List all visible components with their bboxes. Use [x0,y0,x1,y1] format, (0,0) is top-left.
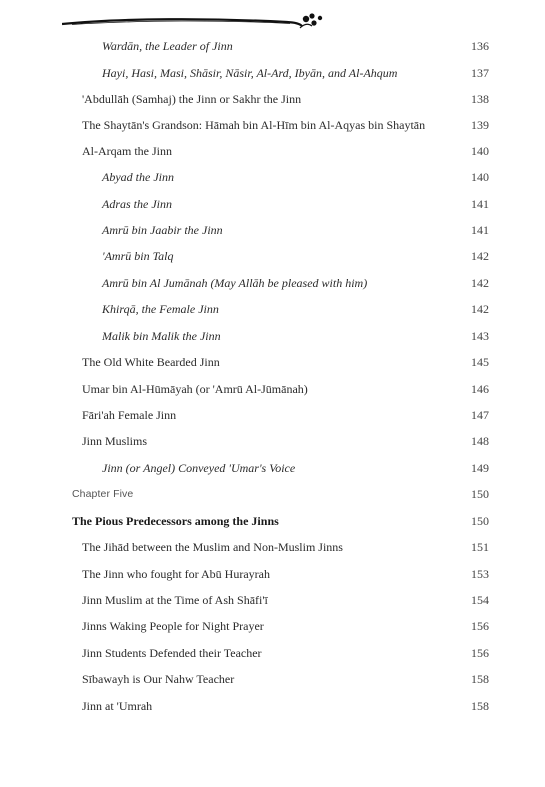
toc-entry[interactable] [0,141,545,161]
entry-title: Abyad the Jinn [102,170,174,184]
entry-title: 'Amrū bin Talq [102,249,174,263]
toc-entry[interactable] [0,379,545,399]
toc-entry[interactable] [0,537,545,557]
toc-entry[interactable] [0,246,545,266]
entry-title: Adras the Jinn [102,197,172,211]
entry-page-number: 156 [471,646,489,660]
section-title: The Pious Predecessors among the Jinns [72,514,279,528]
toc-entry[interactable] [0,458,545,478]
entry-page-number: 154 [471,593,489,607]
entry-page-number: 139 [471,118,489,132]
entry-page-number: 146 [471,382,489,396]
entry-page-number: 158 [471,699,489,713]
entry-title: Amrū bin Al Jumānah (May Allāh be pleased with him) [102,276,368,290]
entry-title: Jinns Waking People for Night Prayer [82,619,264,633]
entry-title: Wardān, the Leader of Jinn [102,39,233,53]
entry-page-number: 141 [471,197,489,211]
chapter-title: Chapter Five [72,488,134,500]
entry-page-number: 142 [471,302,489,316]
toc-entry[interactable] [0,63,545,83]
entry-page-number: 140 [471,144,489,158]
toc-entry[interactable] [0,273,545,293]
entry-page-number: 140 [471,170,489,184]
entry-title: Jinn (or Angel) Conveyed 'Umar's Voice [102,461,296,475]
entry-page-number: 142 [471,276,489,290]
entry-title: Jinn Muslim at the Time of Ash Shāfi'ī [82,593,268,607]
entry-title: Malik bin Malik the Jinn [102,329,221,343]
entry-title: The Jihād between the Muslim and Non-Muslim Jinns [82,540,343,554]
entry-page-number: 148 [471,434,489,448]
toc-entry[interactable] [0,590,545,610]
entry-title: Al-Arqam the Jinn [82,144,172,158]
entry-title: Umar bin Al-Hūmāyah (or 'Amrū Al-Jūmānah) [82,382,308,396]
entry-title: Jinn at 'Umrah [82,699,153,713]
entry-title: Khirqā, the Female Jinn [102,302,219,316]
toc-chapter-heading[interactable] [0,484,545,504]
header-ornament [62,8,332,36]
entry-title: Fāri'ah Female Jinn [82,408,177,422]
toc-entry[interactable] [0,669,545,689]
entry-page-number: 138 [471,92,489,106]
toc-entry[interactable] [0,352,545,372]
entry-page-number: 149 [471,461,489,475]
toc-entry[interactable] [0,89,545,109]
entry-page-number: 143 [471,329,489,343]
entry-title: 'Abdullāh (Samhaj) the Jinn or Sakhr the Jinn [82,92,302,106]
toc-entry[interactable] [0,616,545,636]
entry-title: Jinn Muslims [82,434,148,448]
entry-title: The Old White Bearded Jinn [82,355,220,369]
entry-page-number: 153 [471,567,489,581]
toc-entry[interactable] [0,405,545,425]
toc-entry[interactable] [0,115,545,135]
entry-title: The Shaytān's Grandson: Hāmah bin Al-Hīm bin Al-Aqyas bin Shaytān [82,118,426,132]
entry-page-number: 136 [471,39,489,53]
entry-page-number: 147 [471,408,489,422]
toc-entry[interactable] [0,36,545,56]
entry-title: Hayi, Hasi, Masi, Shāsir, Nāsir, Al-Ard, Ibyān, and Al-Ahqum [102,66,398,80]
entry-page-number: 151 [471,540,489,554]
entry-page-number: 150 [471,514,489,528]
entry-title: Amrū bin Jaabir the Jinn [102,223,223,237]
toc-entry[interactable] [0,194,545,214]
toc-entry[interactable] [0,696,545,716]
toc-entry[interactable] [0,326,545,346]
toc-entry[interactable] [0,220,545,240]
entry-page-number: 145 [471,355,489,369]
entry-title: Sībawayh is Our Nahw Teacher [82,672,235,686]
entry-page-number: 150 [471,487,489,501]
entry-page-number: 141 [471,223,489,237]
toc-entry[interactable] [0,564,545,584]
toc-entry[interactable] [0,299,545,319]
toc-entry[interactable] [0,167,545,187]
entry-page-number: 156 [471,619,489,633]
entry-title: Jinn Students Defended their Teacher [82,646,262,660]
entry-title: The Jinn who fought for Abū Hurayrah [82,567,270,581]
toc-entry[interactable] [0,643,545,663]
flower-icon [300,13,322,28]
entry-page-number: 158 [471,672,489,686]
toc-entry[interactable] [0,431,545,451]
entry-page-number: 142 [471,249,489,263]
toc-section-heading[interactable] [0,511,545,531]
entry-page-number: 137 [471,66,489,80]
